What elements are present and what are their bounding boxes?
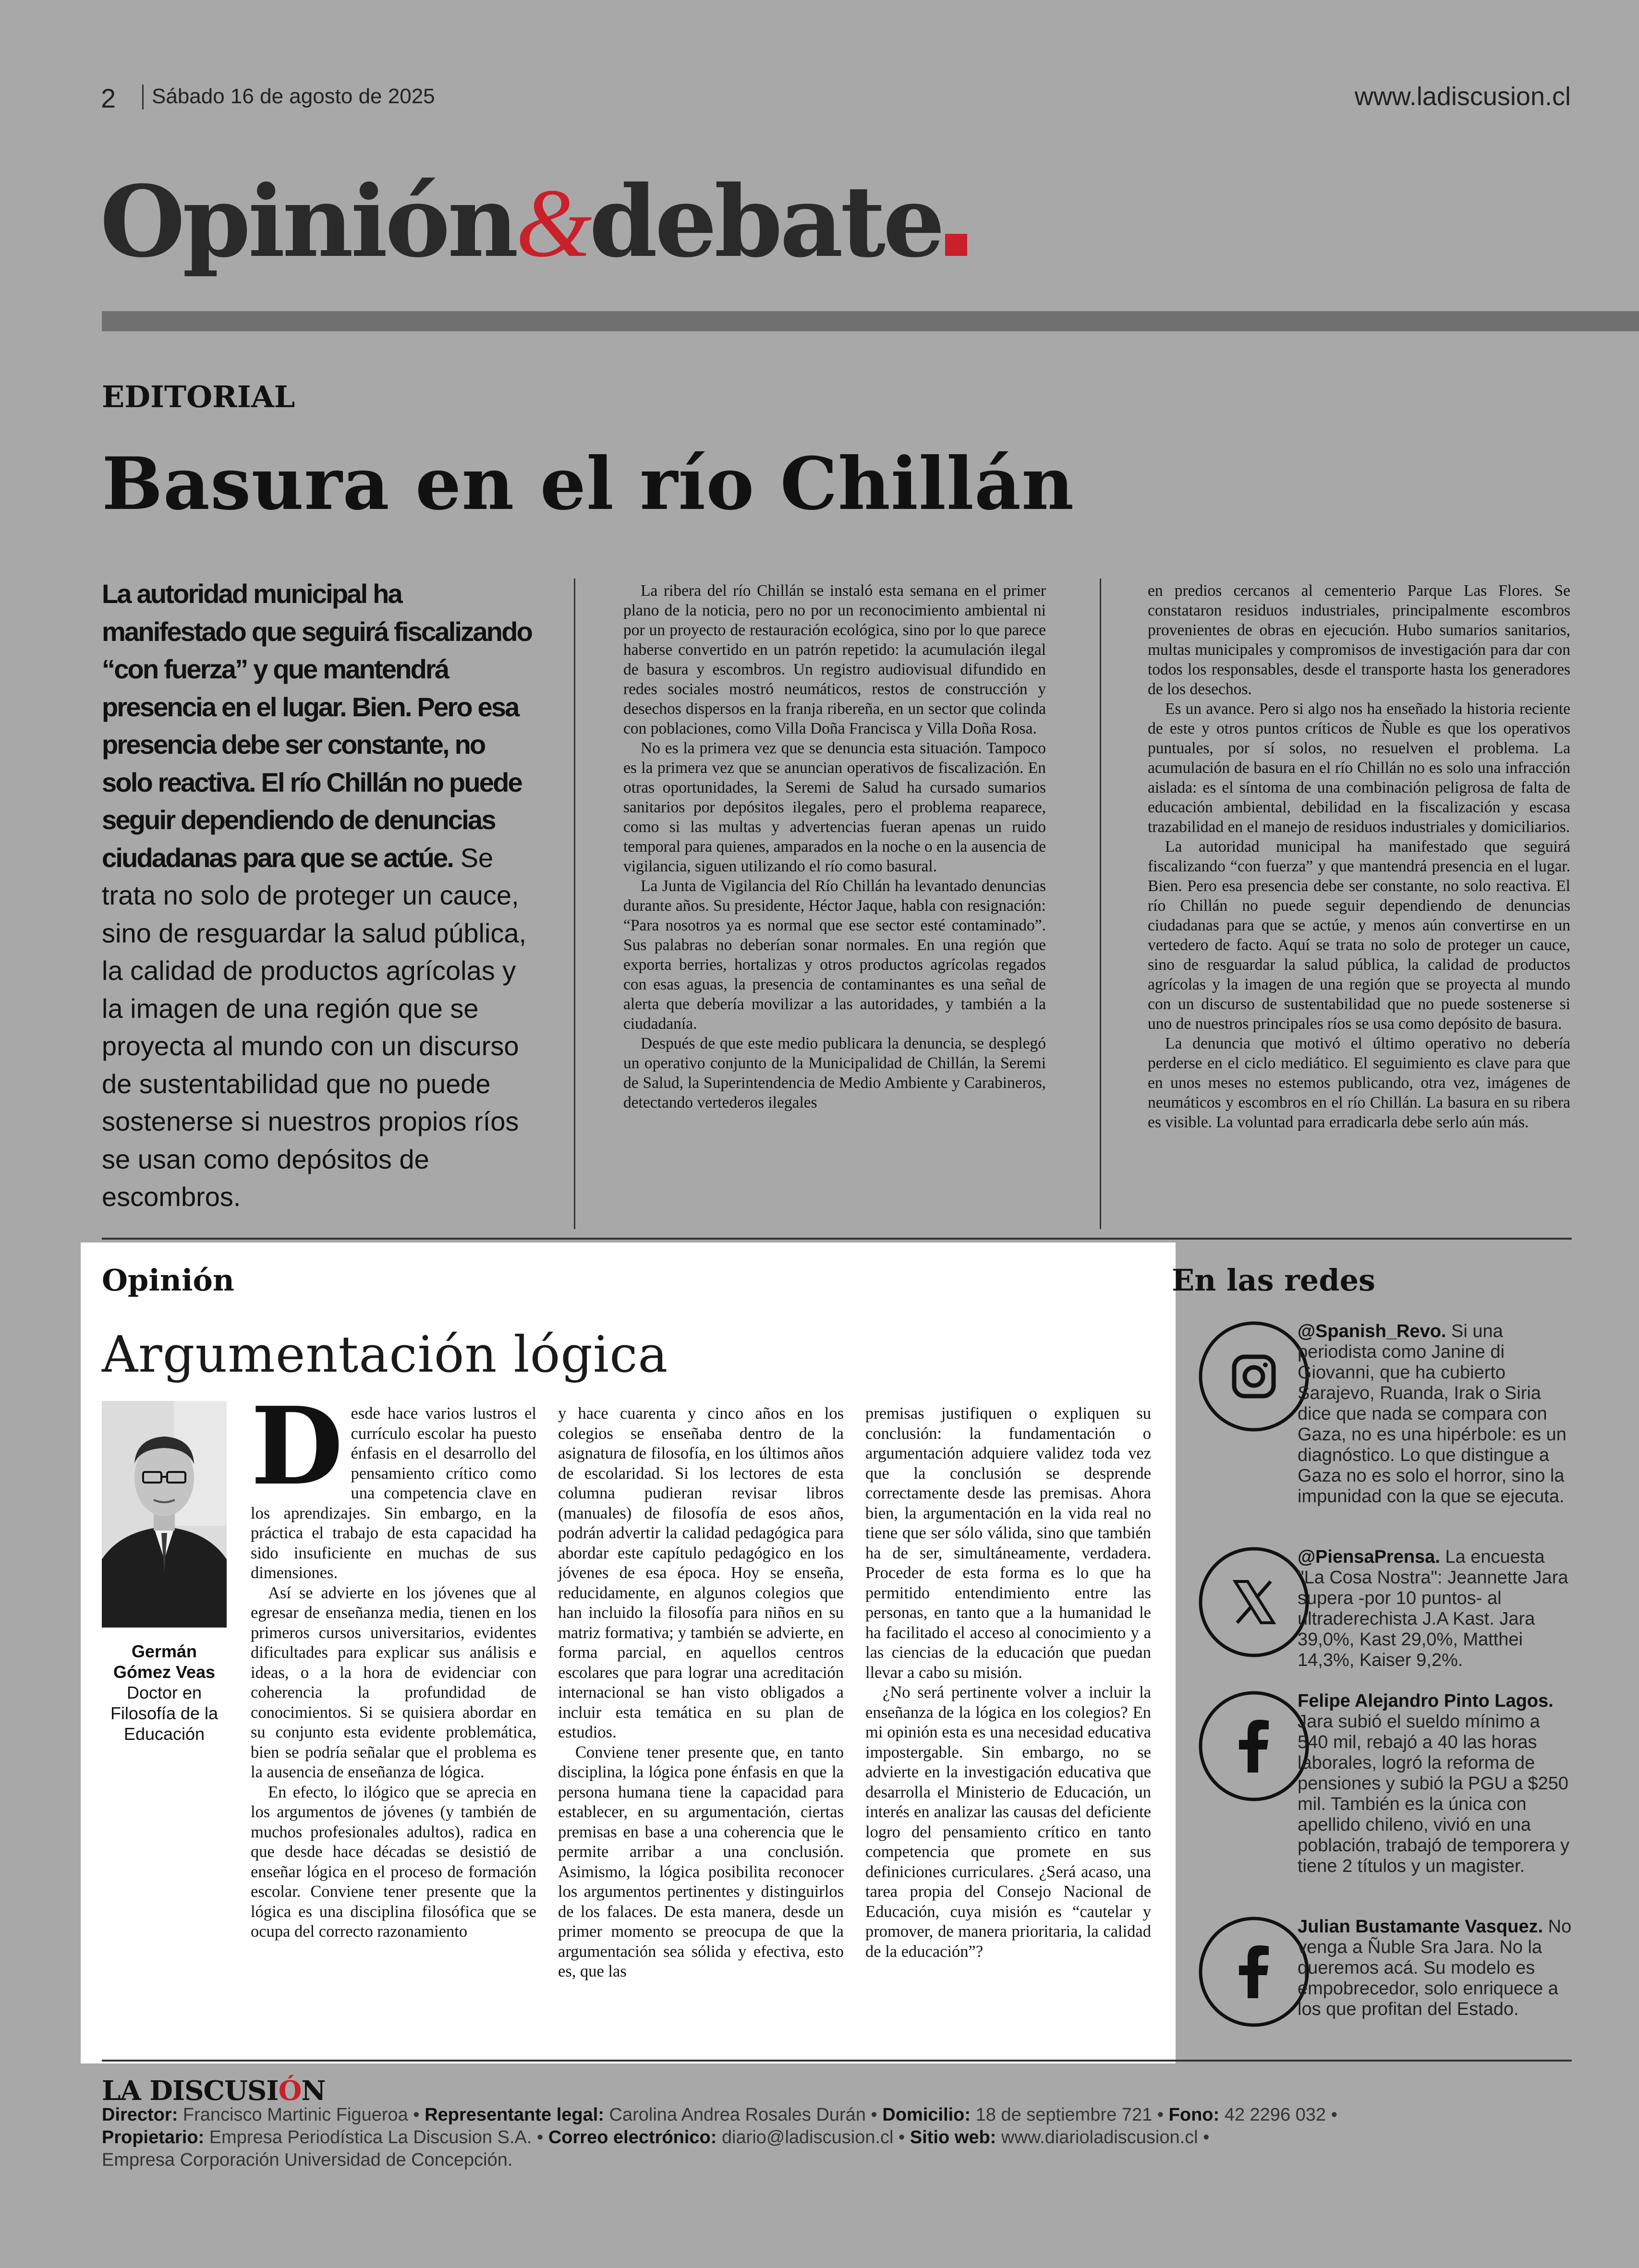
social-handle: Felipe Alejandro Pinto Lagos. bbox=[1298, 1691, 1554, 1711]
editorial-lead bbox=[102, 575, 534, 1216]
footer-label: Correo electrónico: bbox=[548, 2127, 717, 2147]
column-divider bbox=[1100, 579, 1101, 1229]
paragraph: Es un avance. Pero si algo nos ha enseñado la historia reciente de este y otros puntos críticos de Ñuble es que los operativos puntuales, por sí solos, no resuelven el problema. La acumulación de basura en el río Chillán no es solo una infracción aislada: es el síntoma de una combinación peligrosa de falta de educación ambiental, debilidad en la fiscalización y escasa trazabilidad en el manejo de residuos industriales y domiciliarios. bbox=[1148, 700, 1570, 836]
editorial-lead-bold: La autoridad municipal ha manifestado que seguirá fiscalizando “con fuerza” y que mantendrá presencia en el lugar. Bien. Pero esa presencia debe ser constante, no solo reactiva. El río Chillán no puede seguir dependiendo de denuncias ciudadanas para que se actúe. bbox=[102, 579, 532, 873]
logo-text-accent: Ó bbox=[278, 2075, 302, 2107]
newspaper-logo bbox=[102, 2075, 326, 2107]
section-title-dot bbox=[945, 234, 967, 256]
author-info bbox=[102, 1641, 227, 1744]
footer-label: Propietario: bbox=[102, 2127, 205, 2147]
opinion-column-3 bbox=[865, 1404, 1151, 1962]
section-rule bbox=[102, 311, 1639, 331]
opinion-title: Argumentación lógica bbox=[102, 1325, 668, 1384]
footer-value: 42 2296 032 • bbox=[1219, 2105, 1337, 2125]
social-post bbox=[1298, 1691, 1572, 1877]
social-post bbox=[1298, 1917, 1572, 2020]
social-text: No venga a Ñuble Sra Jara. No la queremos acá. Su modelo es empobrecedor, solo enriquece a los que profitan del Estado. bbox=[1298, 1917, 1572, 2019]
section-divider bbox=[102, 1238, 1572, 1240]
footer-value: Carolina Andrea Rosales Durán • bbox=[604, 2105, 883, 2125]
facebook-icon bbox=[1198, 1690, 1310, 1802]
paragraph: La ribera del río Chillán se instaló esta semana en el primer plano de la noticia, pero no por un reconocimiento ambiental ni por un proyecto de restauración ecológica, sino por lo que parece haberse convertido en un patrón repetido: la acumulación ilegal de basura y escombros. Un registro audiovisual difundido en redes sociales mostró neumáticos, restos de construcción y desechos dispersos en la franja ribereña, en un sector que colinda con poblaciones, como Villa Doña Francisca y Villa Doña Rosa. bbox=[623, 582, 1046, 737]
footer-label: Representante legal: bbox=[425, 2105, 604, 2125]
social-post bbox=[1298, 1547, 1572, 1671]
issue-date: Sábado 16 de agosto de 2025 bbox=[152, 84, 435, 108]
footer-value: Empresa Periodística La Discusion S.A. • bbox=[204, 2127, 548, 2147]
editorial-headline: Basura en el río Chillán bbox=[102, 442, 1075, 526]
opinion-column-1 bbox=[251, 1384, 536, 1942]
paragraph: En efecto, lo ilógico que se aprecia en los argumentos de jóvenes (y también de muchos profesionales adultos), radica en que desde hace décadas se desistió de enseñar lógica en el proceso de formación escolar. Conviene tener presente que la lógica es una disciplina filosófica que se ocupa del correcto razonamiento bbox=[251, 1783, 536, 1941]
social-section-label: En las redes bbox=[1172, 1263, 1375, 1298]
footer-label: Domicilio: bbox=[882, 2105, 971, 2125]
paragraph: La autoridad municipal ha manifestado que seguirá fiscalizando “con fuerza” y que mantendrá presencia en el lugar. Bien. Pero esa presencia debe ser constante, no solo reactiva. El río Chillán no puede seguir dependiendo de denuncias ciudadanas para que se actúe, y menos aún convertirse en un vertedero de facto. Aquí se trata no solo de proteger un cauce, sino de resguardar la salud pública, la calidad de productos agrícolas y la imagen de una región que se proyecta al mundo con un discurso de sustentabilidad que no puede sostenerse si uno de nuestros principales ríos se usa como depósito de basura. bbox=[1148, 838, 1570, 1033]
logo-text-b: N bbox=[301, 2075, 326, 2107]
social-handle: Julian Bustamante Vasquez. bbox=[1298, 1917, 1543, 1937]
column-divider bbox=[574, 579, 575, 1229]
opinion-column-2 bbox=[558, 1404, 844, 1982]
footer-email[interactable]: diario@ladiscusion.cl • bbox=[716, 2127, 910, 2147]
paragraph-text: esde hace varios lustros el currículo escolar ha puesto énfasis en el desarrollo del pensamiento crítico como una competencia clave en los aprendizajes. Sin embargo, en la práctica el trabajo de esta capacidad ha sido insuficiente en muchas de sus dimensiones. bbox=[251, 1404, 536, 1582]
paragraph bbox=[251, 1384, 536, 1583]
paragraph: Así se advierte en los jóvenes que al egresar de enseñanza media, tienen en los primeros cursos universitarios, evidentes dificultades para explicar sus análisis e ideas, o a la hora de evidenciar con coherencia la profundidad de conocimientos. Si se quisiera abordar en su conjunto esta evidente problemática, bien se podría señalar que el problema es la ausencia de enseñanza de lógica. bbox=[251, 1583, 536, 1781]
author-photo bbox=[102, 1401, 227, 1628]
footer-rule bbox=[102, 2060, 1572, 2062]
paragraph: ¿No será pertinente volver a incluir la enseñanza de la lógica en los colegios? En mi opinión esta es una necesidad educativa impostergable. Sin embargo, no se advierte en la investigación educativa que desarrolla el Ministerio de Educación, un interés en analizar las causas del deficiente logro del pensamiento crítico en tanto competencia que promete en sus definiciones curriculares. ¿Será acaso, una tarea propia del Consejo Nacional de Educación, cuya misión es “cautelar y promover, de manera prioritaria, la calidad de la educación”? bbox=[865, 1683, 1151, 1961]
footer-line-1 bbox=[102, 2104, 1590, 2126]
footer-label: Director: bbox=[102, 2105, 178, 2125]
social-post bbox=[1298, 1321, 1572, 1507]
paragraph: y hace cuarenta y cinco años en los colegios se enseñaba dentro de la asignatura de filosofía, en los últimos años de escolaridad. Si los lectores de esta columna pudieran revisar libros (manuales) de filosofía de esos años, podrán advertir la calidad pedagógica para abordar este capítulo pedagógico en los jóvenes de esa época. Hoy se enseña, reducidamente, en algunos colegios que han incluido la filosofía para niños en su matriz formativa; y también se advierte, en forma parcial, en aquellos centros escolares que para lograr una acreditación internacional se han visto obligados a incluir esta temática en su plan de estudios. bbox=[558, 1404, 844, 1741]
section-title-part1: Opinión bbox=[100, 164, 516, 279]
section-title-ampersand: & bbox=[516, 169, 589, 277]
footer-label: Fono: bbox=[1168, 2105, 1220, 2125]
drop-cap: D bbox=[251, 1384, 343, 1509]
section-title-part2: debate bbox=[589, 164, 943, 279]
social-handle: @Spanish_Revo. bbox=[1298, 1321, 1446, 1341]
site-url[interactable]: www.ladiscusion.cl bbox=[1354, 82, 1571, 111]
header-divider bbox=[142, 84, 144, 109]
paragraph: Después de que este medio publicara la denuncia, se desplegó un operativo conjunto de la Municipalidad de Chillán, la Seremi de Salud, la Superintendencia de Medio Ambiente y Carabineros, detectando vertederos ilegales bbox=[623, 1035, 1046, 1111]
opinion-label: Opinión bbox=[102, 1263, 234, 1298]
footer-line-2 bbox=[102, 2126, 1590, 2149]
footer-value: 18 de septiembre 721 • bbox=[971, 2105, 1169, 2125]
editorial-lead-rest: Se trata no solo de proteger un cauce, sino de resguardar la salud pública, la calidad de productos agrícolas y la imagen de una región que se proyecta al mundo con un discurso de sustentabilidad que no puede sostenerse si nuestros propios ríos se usan como depósitos de escombros. bbox=[102, 842, 527, 1212]
author-role: Doctor en Filosofía de la Educación bbox=[110, 1683, 219, 1744]
paragraph: La denuncia que motivó el último operativo no debería perderse en el ciclo mediático. El seguimiento es clave para que en unos meses no estemos publicando, otra vez, imágenes de neumáticos y escombros en el río Chillán. La basura en su ribera es visible. La voluntad para erradicarla debe serlo aún más. bbox=[1148, 1035, 1570, 1131]
section-title bbox=[100, 164, 967, 279]
instagram-icon bbox=[1198, 1320, 1310, 1433]
page-number: 2 bbox=[101, 83, 116, 113]
paragraph: premisas justifiquen o expliquen su conclusión: la fundamentación o argumentación adquiere validez toda vez que la conclusión se desprende correctamente desde las premisas. Ahora bien, la argumentación en la vida real no tiene que ser sólo válida, sino que también ha de ser, simultáneamente, verdadera. Proceder de esta forma es lo que ha permitido entendimiento entre las personas, en tanto que a la humanidad le ha facilitado el acceso al conocimiento y a las ciencias de la educación que puedan llevar a cabo su misión. bbox=[865, 1404, 1151, 1682]
social-text: Si una periodista como Janine di Giovanni, que ha cubierto Sarajevo, Ruanda, Irak o Siria dice que nada se compara con Gaza, no es una hipérbole: es un diagnóstico. Lo que distingue a Gaza no es solo el horror, sino la impunidad con la que se ejecuta. bbox=[1298, 1321, 1566, 1507]
x-icon bbox=[1198, 1546, 1310, 1658]
author-name: Germán Gómez Veas bbox=[113, 1641, 216, 1682]
editorial-column-2 bbox=[1148, 581, 1570, 1132]
footer-label: Sitio web: bbox=[910, 2127, 996, 2147]
editorial-column-1 bbox=[623, 581, 1046, 1112]
social-handle: @PiensaPrensa. bbox=[1298, 1547, 1440, 1567]
logo-text-a: LA DISCUSI bbox=[102, 2075, 279, 2107]
author-portrait-icon bbox=[102, 1401, 227, 1628]
paragraph: en predios cercanos al cementerio Parque Las Flores. Se constataron residuos industriales, principalmente escombros provenientes de obras en ejecución. Hubo sumarios sanitarios, multas municipales y compromisos de investigación para dar con todos los responsables, desde el transporte hasta los generadores de los desechos. bbox=[1148, 582, 1570, 698]
paragraph: Conviene tener presente que, en tanto disciplina, la lógica pone énfasis en que la persona humana tiene la capacidad para establecer, en su argumentación, ciertas premisas en base a una coherencia que le permite arribar a una conclusión. Asimismo, la lógica posibilita reconocer los argumentos pertinentes y distinguirlos de los falaces. De esta manera, desde un primer momento se preocupa de que la argumentación sea sólida y efectiva, esto es, que las bbox=[558, 1743, 844, 1980]
social-text: Jara subió el sueldo mínimo a 540 mil, rebajó a 40 las horas laborales, logró la reforma de pensiones y subió la PGU a $250 mil. También es la única con apellido chileno, vivió en una población, trabajó de temporera y tiene 2 títulos y un magister. bbox=[1298, 1712, 1570, 1876]
facebook-icon bbox=[1198, 1916, 1310, 2028]
paragraph: La Junta de Vigilancia del Río Chillán ha levantado denuncias durante años. Su presidente, Héctor Jaque, habla con resignación: “Para nosotros ya es normal que ese sector esté contaminado”. Sus palabras no deberían sonar normales. En una región que exporta berries, hortalizas y otros productos agrícolas regados con esas aguas, la presencia de contaminantes es una señal de alerta que debería movilizar a las autoridades, y también a la ciudadanía. bbox=[623, 877, 1046, 1033]
footer-line-3: Empresa Corporación Universidad de Concepción. bbox=[102, 2150, 513, 2170]
footer-credits bbox=[102, 2104, 1590, 2171]
paragraph: No es la primera vez que se denuncia esta situación. Tampoco es la primera vez que se anuncian operativos de fiscalización. En otras oportunidades, la Seremi de Salud ha cursado sumarios sanitarios por depósitos ilegales, pero el problema reaparece, como si las multas y advertencias fueran apenas un ruido temporal para quienes, amparados en la noche o en la ausencia de vigilancia, siguen utilizando el río como basural. bbox=[623, 739, 1046, 875]
footer-website[interactable]: www.diarioladiscusion.cl • bbox=[996, 2127, 1210, 2147]
social-text: La encuesta "La Cosa Nostra": Jeannette Jara supera -por 10 puntos- al ultraderechista J.A Kast. Jara 39,0%, Kast 29,0%, Matthei 14,3%, Kaiser 9,2%. bbox=[1298, 1547, 1568, 1670]
editorial-label: EDITORIAL bbox=[102, 379, 295, 414]
footer-value: Francisco Martinic Figueroa • bbox=[178, 2105, 425, 2125]
